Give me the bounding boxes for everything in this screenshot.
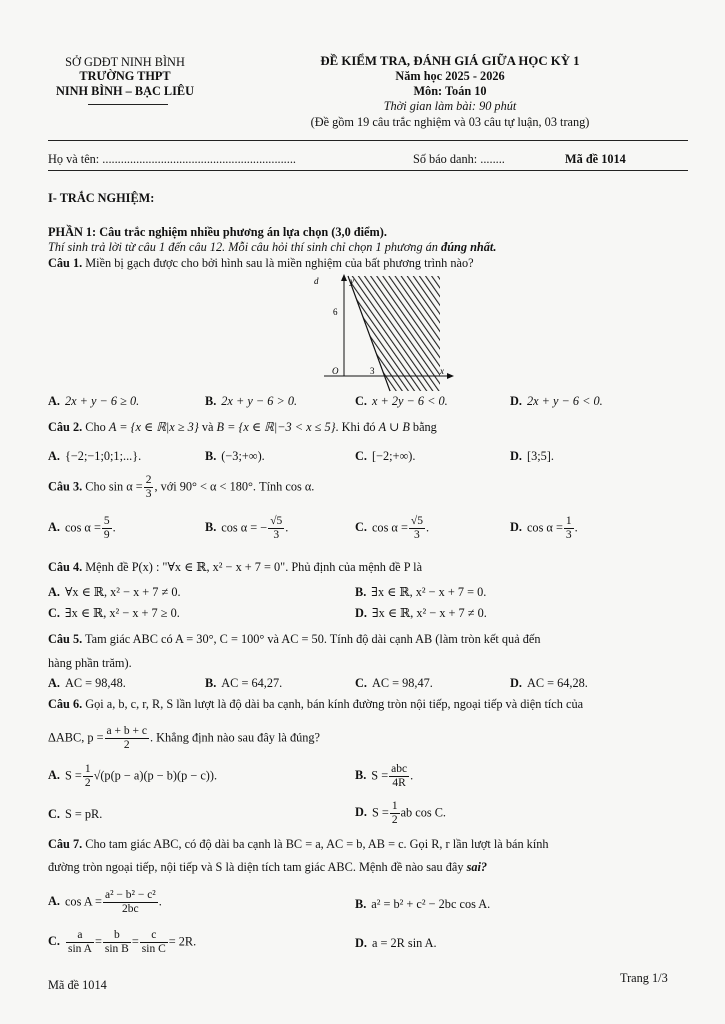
school-name: NINH BÌNH – BẠC LIÊU [55, 84, 195, 98]
footer-exam-code: Mã đề 1014 [48, 978, 107, 992]
section-title: I- TRẮC NGHIỆM: [48, 191, 155, 205]
label-x: x [440, 366, 444, 376]
school-type: TRƯỜNG THPT [79, 69, 171, 83]
x-axis-arrow [447, 373, 454, 379]
question-1: Câu 1. Miền bị gạch được cho bởi hình sau là miền nghiệm của bất phương trình nào? [48, 256, 474, 270]
q5-option-d[interactable]: D. AC = 64,28. [510, 676, 588, 690]
label-d: d [314, 276, 319, 286]
q4-option-a[interactable]: A. ∀x ∈ ℝ, x² − x + 7 ≠ 0. [48, 585, 181, 599]
student-name-field: Họ và tên: ............................................................... [48, 152, 296, 166]
label-6: 6 [333, 307, 338, 317]
q5-option-c[interactable]: C. AC = 98,47. [355, 676, 433, 690]
q7-option-b[interactable]: B. a² = b² + c² − 2bc cos A. [355, 897, 491, 911]
q3-option-d[interactable]: D. cos α = $\frac{1}{3}$ . [510, 515, 578, 541]
exam-note: (Đề gồm 19 câu trắc nghiệm và 03 câu tự luận, 03 trang) [310, 115, 590, 129]
shaded-region [348, 276, 440, 391]
page-number: Trang 1/3 [620, 971, 668, 985]
q2-option-b[interactable]: B. (−3;+∞). [205, 449, 265, 463]
q3-option-c[interactable]: C. cos α = $\frac{√5}{3}$ . [355, 515, 430, 541]
question-4: Câu 4. Mệnh đề P(x) : "∀x ∈ ℝ, x² − x + 7 = 0". Phủ định của mệnh đề P là [48, 560, 423, 574]
q3-option-b[interactable]: B. cos α = − $\frac{√5}{3}$ . [205, 515, 289, 541]
exam-code: Mã đề 1014 [565, 152, 626, 166]
question-5-cont: hàng phần trăm). [48, 656, 132, 670]
part-instructions: Thí sinh trả lời từ câu 1 đến câu 12. Mỗi câu hỏi thí sinh chỉ chọn 1 phương án đúng nhất. [48, 240, 497, 254]
question-6-cont: ΔABC, p = $\frac{a + b + c}{2}$ . Khẳng định nào sau đây là đúng? [48, 725, 321, 751]
q4-option-d[interactable]: D. ∃x ∈ ℝ, x² − x + 7 ≠ 0. [355, 606, 487, 620]
q2-option-c[interactable]: C. [−2;+∞). [355, 449, 416, 463]
question-6: Câu 6. Gọi a, b, c, r, R, S lần lượt là độ dài ba cạnh, bán kính đường tròn nội tiếp, ngoại tiếp và diện tích của [48, 697, 584, 711]
q6-option-a[interactable]: A. S = $\frac{1}{2}$ √(p(p − a)(p − b)(p − c)). [48, 763, 218, 789]
q1-option-b[interactable]: B. 2x + y − 6 > 0. [205, 394, 298, 408]
subject: Môn: Toán 10 [413, 84, 487, 98]
q6-option-d[interactable]: D. S = $\frac{1}{2}$ ab cos C. [355, 800, 447, 826]
exam-title: ĐỀ KIỂM TRA, ĐÁNH GIÁ GIỮA HỌC KỲ 1 [320, 54, 580, 68]
department-name: SỞ GDĐT NINH BÌNH [65, 55, 185, 69]
q3-option-a[interactable]: A. cos α = $\frac{5}{9}$ . [48, 515, 116, 541]
student-rule [48, 170, 688, 171]
q6-option-c[interactable]: C. S = pR. [48, 807, 103, 821]
q7-option-a[interactable]: A. cos A = $\frac{\text{a² − b² − c²}}{2bc}$ . [48, 889, 162, 915]
question-7-cont: đường tròn ngoại tiếp, nội tiếp và S là diện tích tam giác ABC. Mệnh đề nào sau đây sai? [48, 860, 488, 874]
q4-option-b[interactable]: B. ∃x ∈ ℝ, x² − x + 7 = 0. [355, 585, 487, 599]
question-3: Câu 3. Cho sin α = $\frac{2}{3}$ , với 90° < α < 180°. Tính cos α. [48, 474, 315, 500]
question-5: Câu 5. Tam giác ABC có A = 30°, C = 100° và AC = 50. Tính độ dài cạnh AB (làm tròn kết quả đến [48, 632, 541, 646]
label-3: 3 [370, 366, 375, 376]
q2-option-d[interactable]: D. [3;5]. [510, 449, 554, 463]
q7-option-c[interactable]: C. $\frac{a}{\text{sin A}}$ = $\frac{b}{\text{sin B}}$ = $\frac{c}{\text{sin C}}$ = 2R. [48, 929, 197, 955]
label-y: y [350, 276, 354, 286]
y-axis-arrow [341, 274, 347, 281]
q1-option-c[interactable]: C. x + 2y − 6 < 0. [355, 394, 448, 408]
q7-option-d[interactable]: D. a = 2R sin A. [355, 936, 437, 950]
top-rule [48, 140, 688, 141]
q4-option-c[interactable]: C. ∃x ∈ ℝ, x² − x + 7 ≥ 0. [48, 606, 180, 620]
inequality-figure [300, 272, 460, 394]
school-year: Năm học 2025 - 2026 [395, 69, 505, 83]
q5-option-b[interactable]: B. AC = 64,27. [205, 676, 283, 690]
q5-option-a[interactable]: A. AC = 98,48. [48, 676, 126, 690]
student-id-field: Số báo danh: ........ [413, 152, 505, 166]
question-7: Câu 7. Cho tam giác ABC, có độ dài ba cạnh là BC = a, AC = b, AB = c. Gọi R, r lần lượt là bán kính [48, 837, 549, 851]
q6-option-b[interactable]: B. S = $\frac{\text{abc}}{4R}$ . [355, 763, 414, 789]
question-2: Câu 2. Cho A = {x ∈ ℝ|x ≥ 3} và B = {x ∈ ℝ|−3 < x ≤ 5}. Khi đó A ∪ B bằng [48, 420, 437, 434]
q2-option-a[interactable]: A. {−2;−1;0;1;...}. [48, 449, 142, 463]
q1-option-a[interactable]: A. 2x + y − 6 ≥ 0. [48, 394, 140, 408]
label-origin: O [332, 366, 339, 376]
time-limit: Thời gian làm bài: 90 phút [383, 99, 517, 113]
q1-option-d[interactable]: D. 2x + y − 6 < 0. [510, 394, 603, 408]
header-divider [88, 104, 168, 105]
part-title: PHẦN 1: Câu trắc nghiệm nhiều phương án lựa chọn (3,0 điểm). [48, 225, 387, 239]
